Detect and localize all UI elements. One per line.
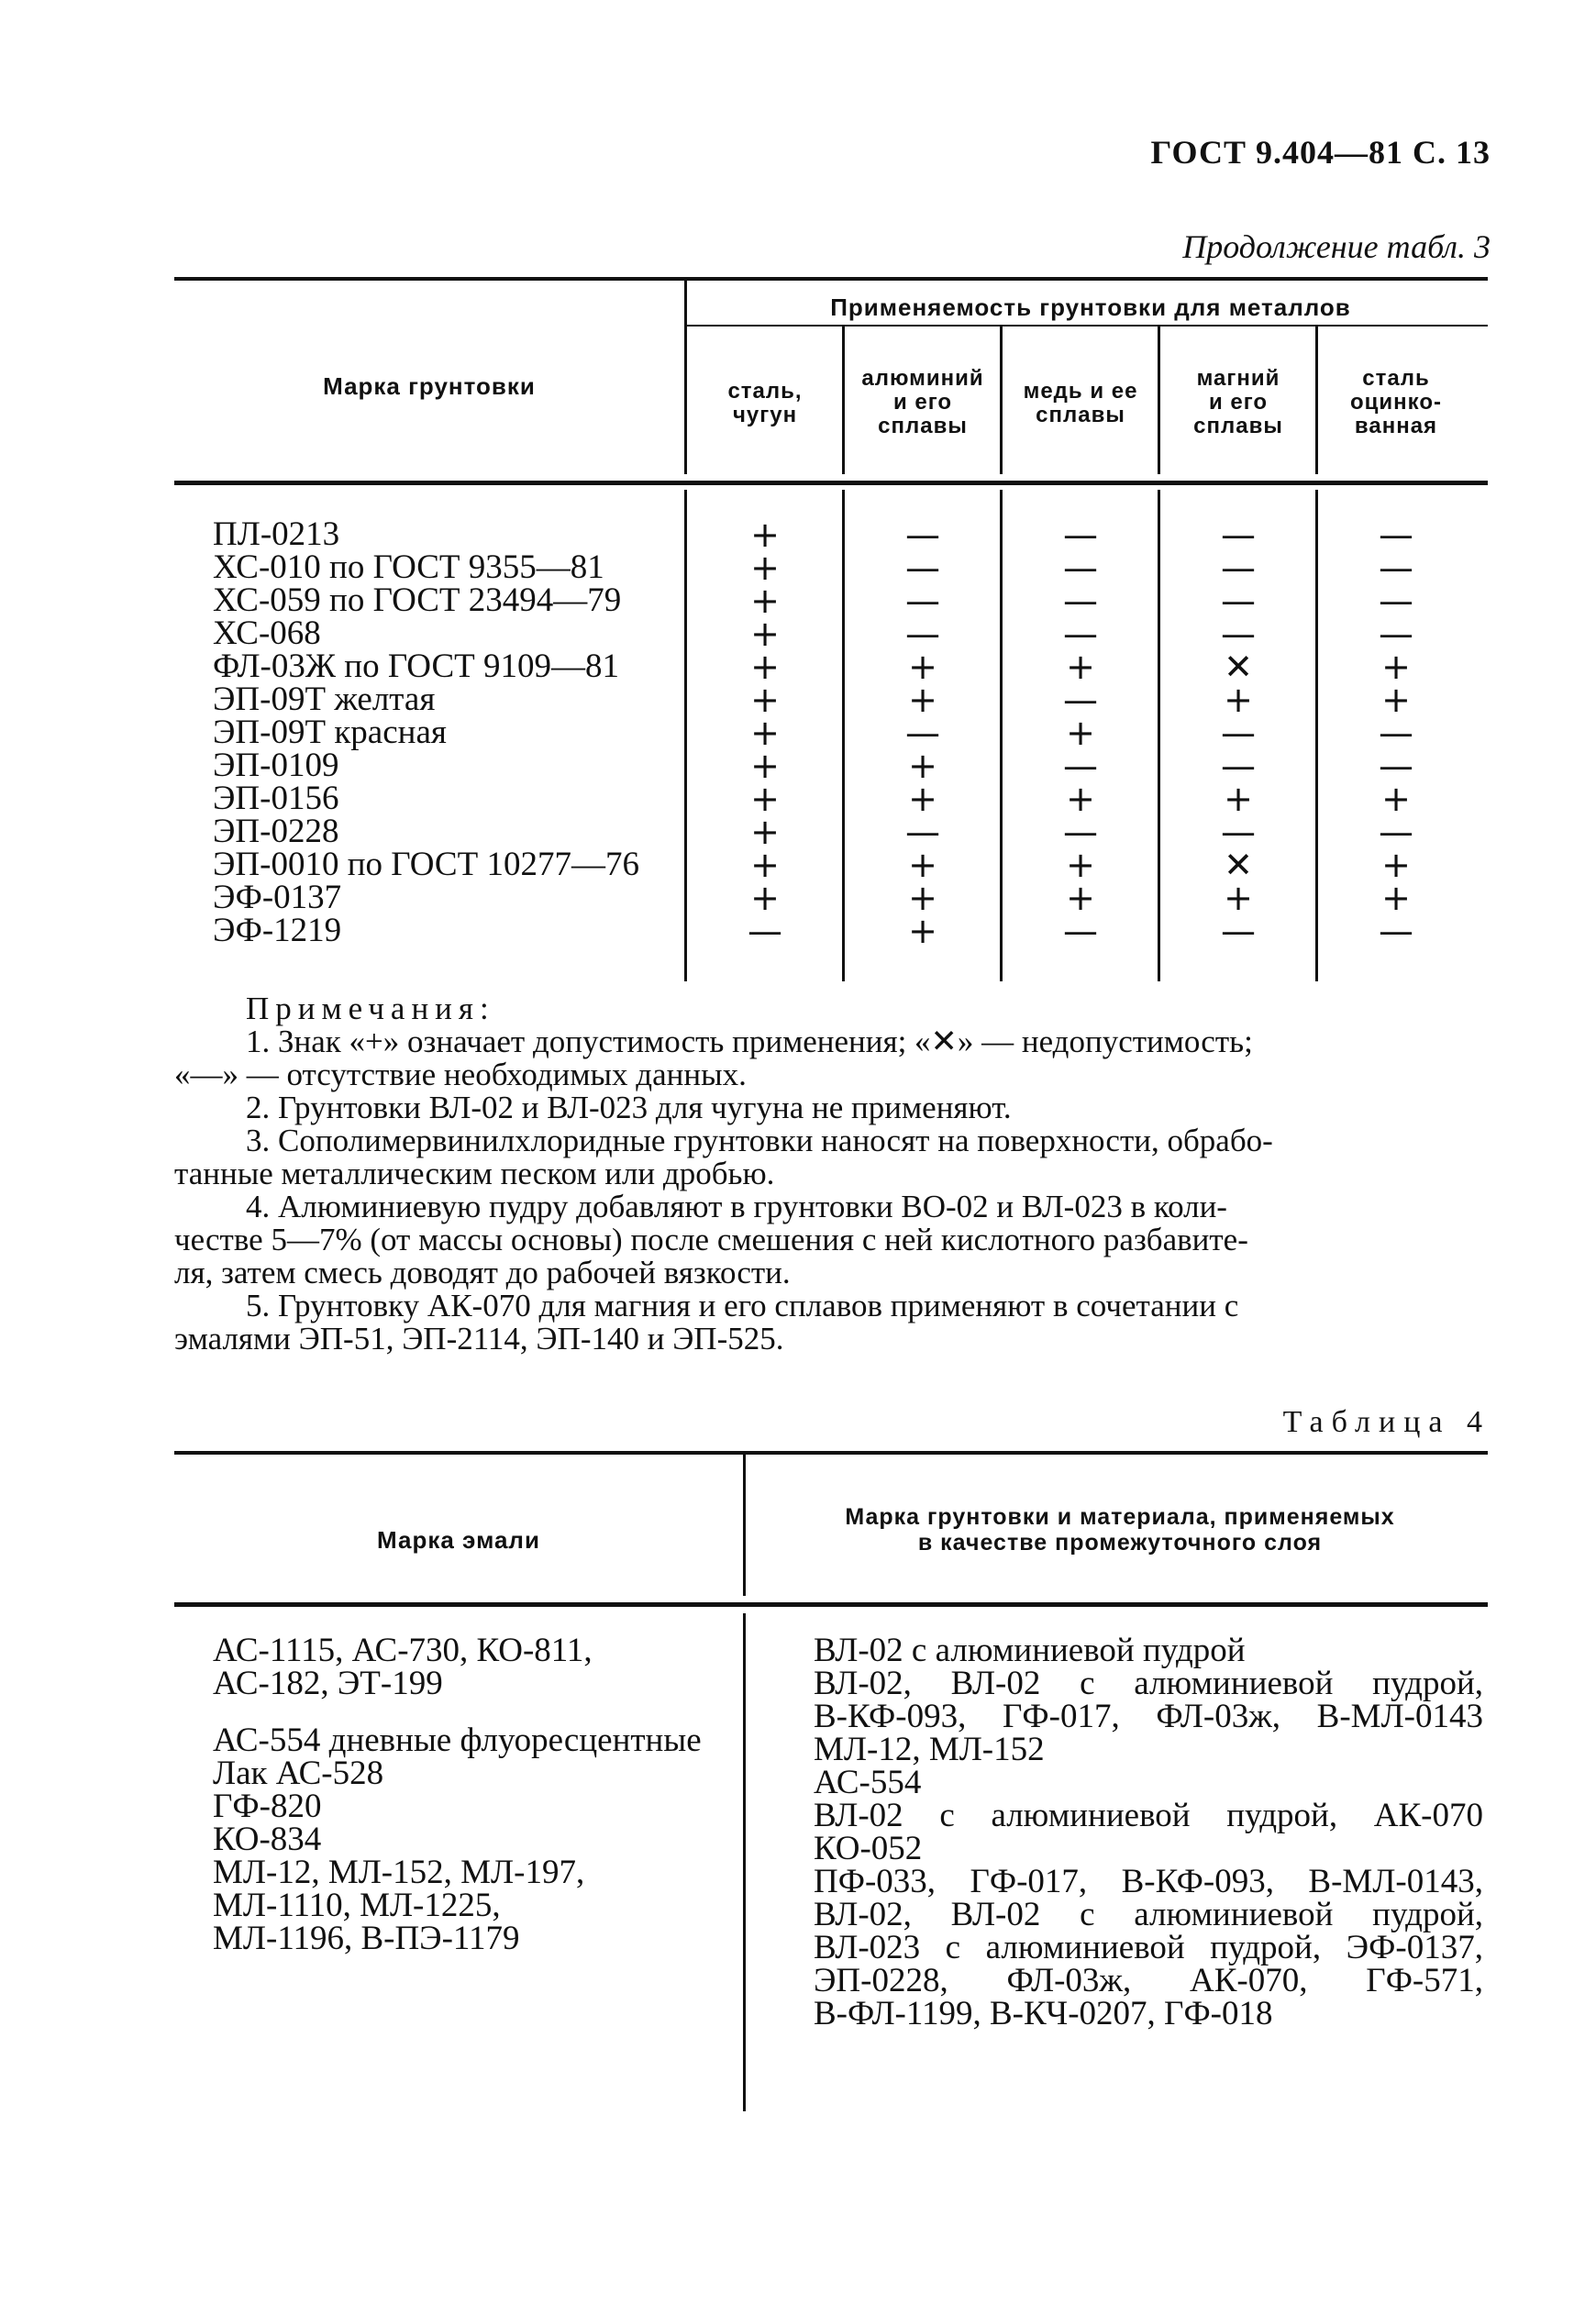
applicability-mark: ✕ — [1224, 845, 1253, 885]
applicability-mark: + — [908, 746, 937, 786]
primer-line: В-ФЛ-1199, В-КЧ-0207, ГФ-018 — [814, 1995, 1273, 2032]
metal-header-steel — [686, 380, 844, 427]
header-line: ванная — [1354, 414, 1438, 438]
applicability-mark: — — [1063, 812, 1098, 852]
applicability-mark: — — [905, 713, 940, 753]
applicability-mark: + — [1066, 845, 1095, 885]
note-line: танные металлическим песком или дробью. — [174, 1156, 775, 1191]
enamel-primer-table — [174, 1451, 1488, 2111]
applicability-mark: + — [908, 680, 937, 720]
metal-header-galvanized-steel — [1317, 367, 1475, 438]
applicability-mark: — — [1221, 746, 1256, 786]
primer-name-cell: ЭП-0228 — [213, 813, 339, 850]
applicability-mark: + — [750, 680, 780, 720]
applicability-mark: — — [1063, 680, 1098, 720]
metal-header-copper — [1002, 380, 1159, 427]
applicability-mark: + — [1224, 779, 1253, 819]
applicability-mark: + — [908, 878, 937, 918]
note-line: 1. Знак «+» означает допустимость применения; «✕» — недопустимость; — [246, 1024, 1253, 1059]
enamel-line: МЛ-1196, В-ПЭ-1179 — [213, 1920, 520, 1957]
applicability-mark: + — [750, 581, 780, 621]
page-reference: ГОСТ 9.404—81 С. 13 — [1150, 134, 1491, 171]
note-line: 4. Алюминиевую пудру добавляют в грунтовки ВО-02 и ВЛ-023 в коли- — [246, 1189, 1227, 1224]
primer-name-cell: ЭП-09Т желтая — [213, 681, 436, 718]
primer-line: ЭП-0228, ФЛ-03ж, АК-070, ГФ-571, — [814, 1962, 1483, 1999]
group-header-rule — [684, 325, 1488, 327]
enamel-line: МЛ-1110, МЛ-1225, — [213, 1887, 501, 1924]
applicability-mark: — — [905, 812, 940, 852]
enamel-line: ГФ-820 — [213, 1788, 322, 1825]
primer-line: КО-052 — [814, 1830, 923, 1867]
notes-title: Примечания: — [246, 991, 495, 1026]
applicability-mark: — — [1221, 548, 1256, 588]
applicability-mark: + — [1381, 845, 1411, 885]
table-top-rule — [174, 277, 1488, 281]
header-line: сталь — [1362, 366, 1430, 391]
applicability-mark: + — [750, 647, 780, 687]
applicability-mark: — — [1221, 911, 1256, 951]
applicability-mark: + — [1066, 779, 1095, 819]
applicability-mark: — — [1379, 746, 1413, 786]
applicability-mark: — — [1063, 581, 1098, 621]
applicability-mark: — — [905, 515, 940, 555]
note-line: 5. Грунтовку АК-070 для магния и его сплавов применяют в сочетании с — [246, 1288, 1239, 1323]
applicability-mark: + — [750, 845, 780, 885]
applicability-mark: — — [1221, 614, 1256, 654]
note-line: эмалями ЭП-51, ЭП-2114, ЭП-140 и ЭП-525. — [174, 1321, 784, 1356]
applicability-mark: — — [905, 581, 940, 621]
header-line: сплавы — [1036, 403, 1125, 427]
header-line: алюминий — [861, 366, 984, 391]
applicability-mark: — — [1379, 515, 1413, 555]
primer-name-cell: ЭФ-0137 — [213, 879, 342, 916]
applicability-mark: — — [1063, 911, 1098, 951]
metals-group-header: Применяемость грунтовки для металлов — [830, 293, 1351, 321]
note-line: 2. Грунтовки ВЛ-02 и ВЛ-023 для чугуна не применяют. — [246, 1090, 1012, 1125]
applicability-mark: ✕ — [1224, 647, 1253, 687]
primer-name-cell: ФЛ-03Ж по ГОСТ 9109—81 — [213, 648, 619, 685]
primer-name-cell: ХС-010 по ГОСТ 9355—81 — [213, 548, 604, 586]
applicability-mark: + — [750, 878, 780, 918]
primer-applicability-table — [174, 277, 1488, 983]
header-line: и его — [1208, 390, 1269, 415]
applicability-mark: — — [1221, 713, 1256, 753]
applicability-mark: — — [1379, 614, 1413, 654]
enamel-line: МЛ-12, МЛ-152, МЛ-197, — [213, 1854, 585, 1891]
primer-name-cell: ХС-068 — [213, 615, 321, 652]
table4-label: Таблица 4 — [1282, 1405, 1491, 1439]
applicability-mark: + — [1224, 878, 1253, 918]
col-divider — [684, 277, 687, 474]
applicability-mark: — — [748, 911, 782, 951]
applicability-mark: + — [908, 911, 937, 951]
applicability-mark: — — [1379, 548, 1413, 588]
applicability-mark: + — [750, 614, 780, 654]
enamel-line: АС-182, ЭТ-199 — [213, 1665, 443, 1702]
steel-column — [686, 515, 844, 951]
header-line: сталь, — [727, 379, 803, 404]
table-top-rule — [174, 1451, 1488, 1455]
applicability-mark: + — [1066, 647, 1095, 687]
galvanized-steel-column — [1317, 515, 1475, 951]
applicability-mark: — — [1063, 515, 1098, 555]
applicability-mark: — — [1221, 515, 1256, 555]
table-continuation-label: Продолжение табл. 3 — [1182, 228, 1491, 265]
header-line: чугун — [732, 403, 798, 427]
header-line: оцинко- — [1349, 390, 1442, 415]
header-line: Марка грунтовки и материала, применяемых — [845, 1504, 1395, 1530]
applicability-mark: — — [905, 614, 940, 654]
primer-name-cell: ПЛ-0213 — [213, 515, 340, 553]
header-line: сплавы — [1193, 414, 1283, 438]
applicability-mark: + — [908, 845, 937, 885]
primer-name-cell: ХС-059 по ГОСТ 23494—79 — [213, 581, 622, 619]
applicability-mark: — — [1063, 548, 1098, 588]
primer-line: АС-554 — [814, 1764, 922, 1801]
primer-name-cell: ЭП-0010 по ГОСТ 10277—76 — [213, 846, 639, 883]
applicability-mark: + — [750, 713, 780, 753]
col-divider — [743, 1613, 746, 2111]
header-line: медь и ее — [1023, 379, 1138, 404]
applicability-mark: — — [1379, 713, 1413, 753]
primer-name-cell: ЭФ-1219 — [213, 912, 342, 949]
applicability-mark: + — [750, 515, 780, 555]
primer-name-cell: ЭП-0156 — [213, 780, 339, 817]
col-divider — [743, 1451, 746, 1596]
applicability-mark: + — [1381, 878, 1411, 918]
metal-header-aluminum — [844, 367, 1002, 438]
header-line: и его — [892, 390, 953, 415]
primer-name-cell: ЭП-0109 — [213, 747, 339, 784]
primer-material-list — [814, 1634, 1483, 2031]
header-line: в качестве промежуточного слоя — [917, 1530, 1323, 1556]
primer-material-column-header — [752, 1504, 1488, 1556]
applicability-mark: — — [1379, 911, 1413, 951]
primer-line: ВЛ-023 с алюминиевой пудрой, ЭФ-0137, — [814, 1929, 1483, 1966]
applicability-mark: + — [1381, 680, 1411, 720]
copper-column — [1002, 515, 1159, 951]
primer-line: ВЛ-02, ВЛ-02 с алюминиевой пудрой, — [814, 1665, 1483, 1702]
applicability-mark: + — [750, 812, 780, 852]
enamel-column-header: Марка эмали — [377, 1526, 540, 1554]
applicability-mark: + — [750, 746, 780, 786]
applicability-mark: — — [1221, 581, 1256, 621]
applicability-mark: + — [1066, 878, 1095, 918]
applicability-mark: + — [1066, 713, 1095, 753]
primer-line: ВЛ-02 с алюминиевой пудрой, АК-070 — [814, 1797, 1483, 1834]
header-bottom-rule — [174, 1602, 1488, 1607]
primer-name-cell: ЭП-09Т красная — [213, 714, 447, 751]
primer-line: ВЛ-02, ВЛ-02 с алюминиевой пудрой, — [814, 1896, 1483, 1933]
enamel-line: КО-834 — [213, 1821, 322, 1858]
header-line: сплавы — [878, 414, 968, 438]
enamel-list — [213, 1634, 702, 1955]
primer-line: ВЛ-02 с алюминиевой пудрой — [814, 1632, 1246, 1669]
applicability-mark: + — [1224, 680, 1253, 720]
applicability-mark: + — [1381, 647, 1411, 687]
applicability-mark: — — [1379, 581, 1413, 621]
applicability-mark: — — [1063, 746, 1098, 786]
applicability-mark: — — [1063, 614, 1098, 654]
applicability-mark: + — [750, 548, 780, 588]
applicability-mark: — — [1221, 812, 1256, 852]
metal-header-magnesium — [1159, 367, 1317, 438]
magnesium-column — [1159, 515, 1317, 951]
enamel-line: АС-554 дневные флуоресцентные — [213, 1722, 702, 1759]
applicability-mark: + — [908, 647, 937, 687]
primer-line: МЛ-12, МЛ-152 — [814, 1731, 1045, 1768]
applicability-mark: + — [1381, 779, 1411, 819]
primer-names-column — [213, 515, 639, 949]
applicability-mark: + — [908, 779, 937, 819]
note-line: честве 5—7% (от массы основы) после смешения с ней кислотного разбавите- — [174, 1222, 1248, 1257]
aluminum-column — [844, 515, 1002, 951]
applicability-mark: — — [1379, 812, 1413, 852]
enamel-line: АС-1115, АС-730, КО-811, — [213, 1632, 593, 1669]
note-line: «—» — отсутствие необходимых данных. — [174, 1057, 747, 1092]
notes-section — [174, 992, 1488, 1356]
note-line: ля, затем смесь доводят до рабочей вязкости. — [174, 1255, 791, 1290]
header-line: магний — [1196, 366, 1280, 391]
applicability-mark: + — [750, 779, 780, 819]
enamel-line: Лак АС-528 — [213, 1755, 384, 1792]
header-bottom-rule — [174, 481, 1488, 485]
primer-column-header: Марка грунтовки — [323, 372, 536, 400]
note-line: 3. Сополимервинилхлоридные грунтовки наносят на поверхности, обрабо- — [246, 1123, 1273, 1158]
primer-line: ПФ-033, ГФ-017, В-КФ-093, В-МЛ-0143, — [814, 1863, 1483, 1900]
applicability-mark: — — [905, 548, 940, 588]
primer-line: В-КФ-093, ГФ-017, ФЛ-03ж, В-МЛ-0143 — [814, 1698, 1483, 1735]
